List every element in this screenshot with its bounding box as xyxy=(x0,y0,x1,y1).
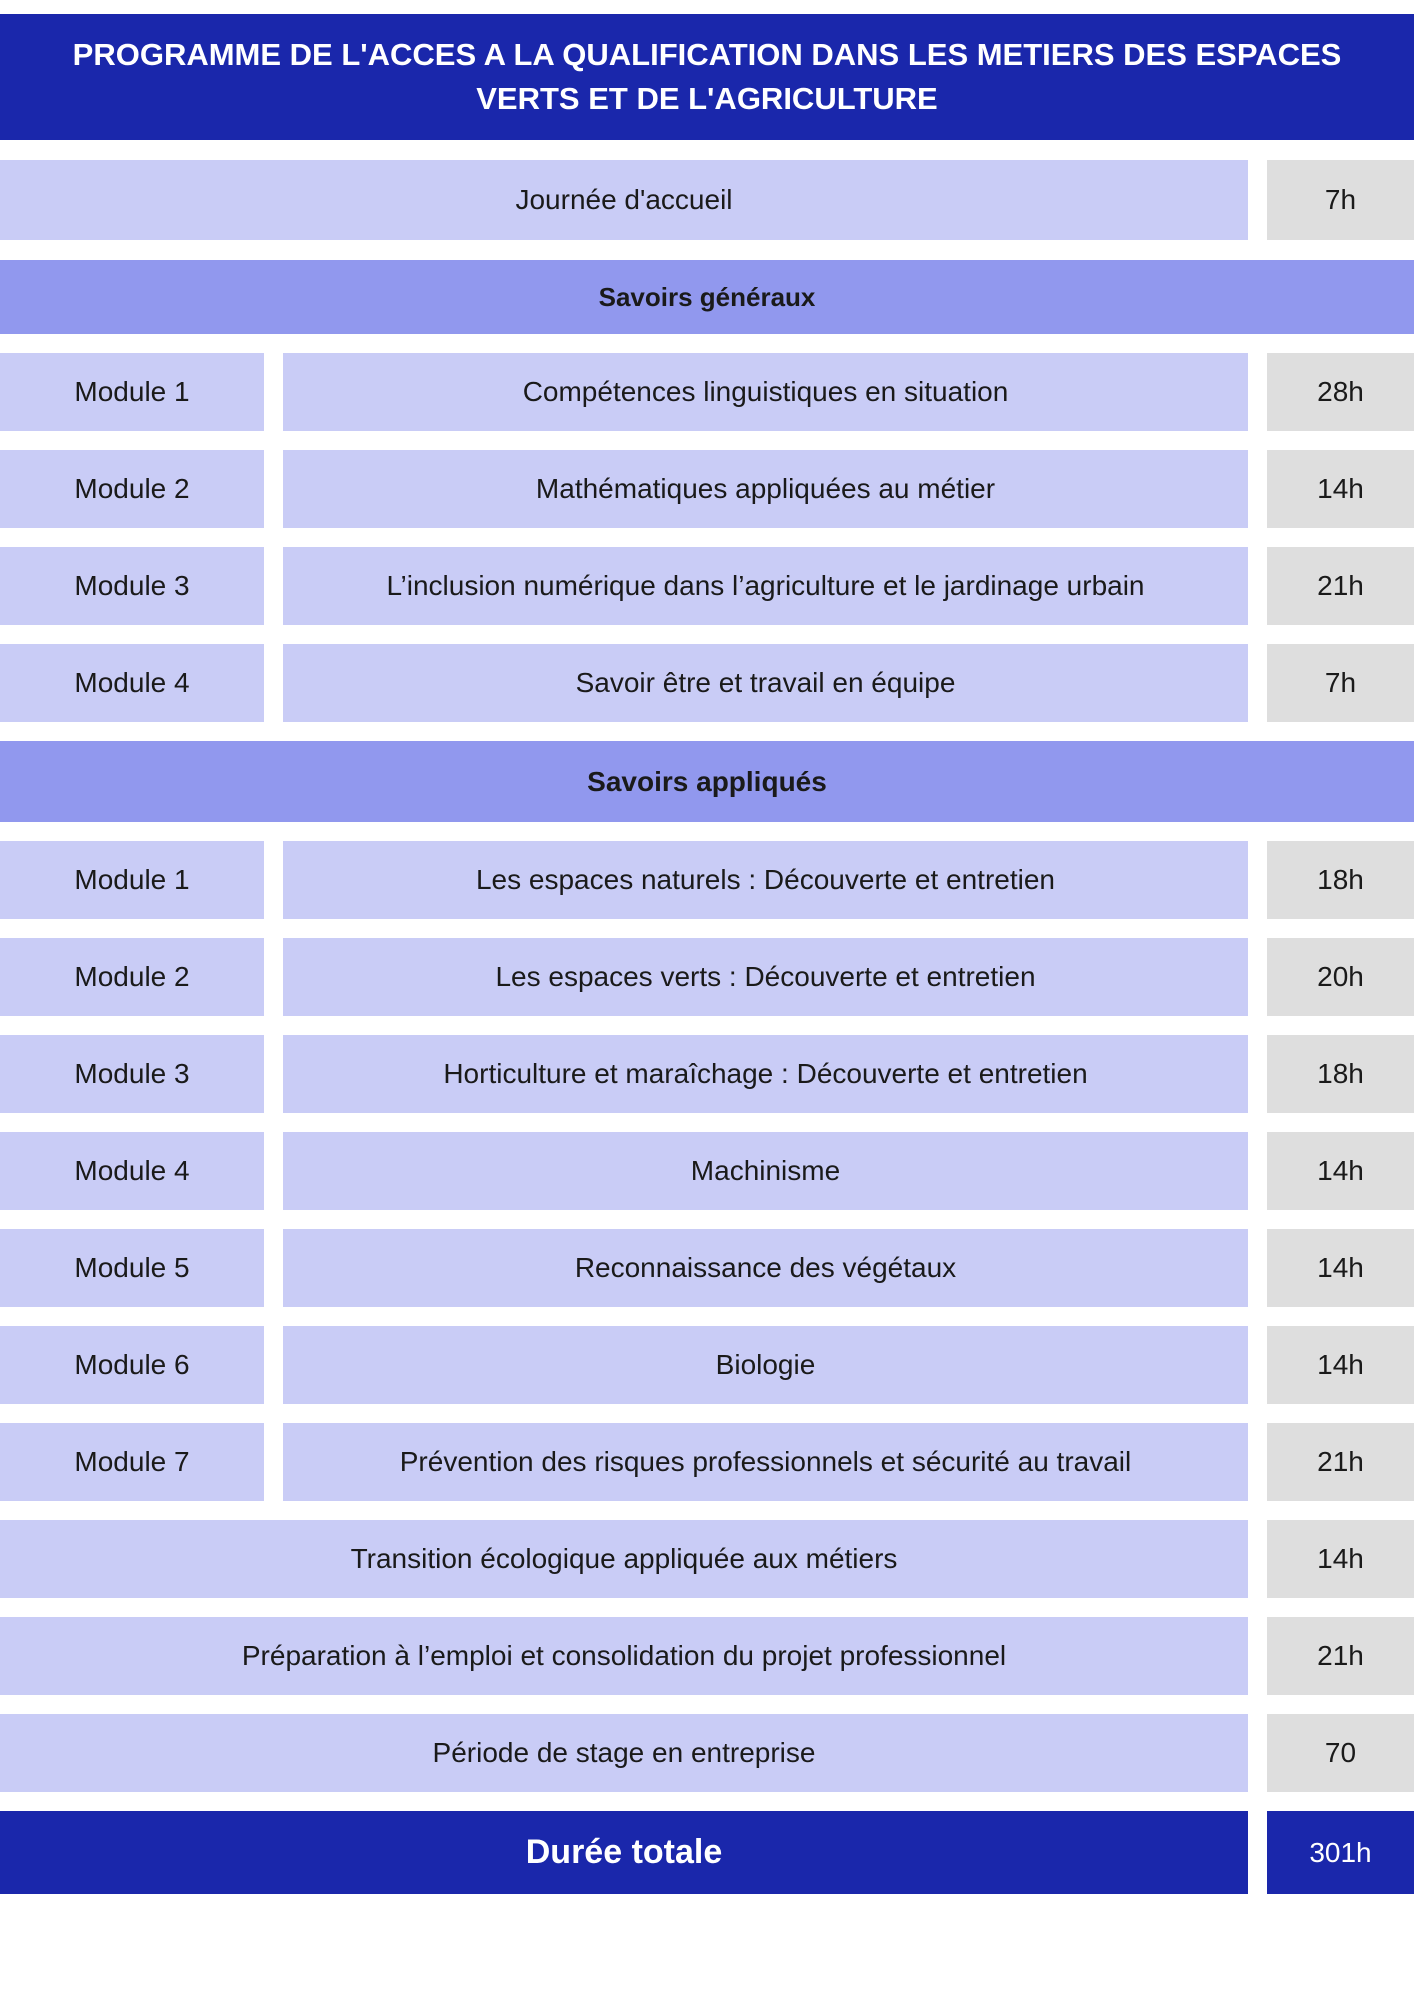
section-heading-savoirs-generaux: Savoirs généraux xyxy=(0,260,1414,334)
module-number: Module 1 xyxy=(0,353,264,431)
module-hours: 14h xyxy=(1267,1229,1414,1307)
module-number: Module 1 xyxy=(0,841,264,919)
module-hours: 7h xyxy=(1267,644,1414,722)
module-hours: 18h xyxy=(1267,841,1414,919)
module-hours: 18h xyxy=(1267,1035,1414,1113)
module-number: Module 2 xyxy=(0,450,264,528)
extra-label: Préparation à l’emploi et consolidation du projet professionnel xyxy=(0,1617,1248,1695)
module-number: Module 7 xyxy=(0,1423,264,1501)
accueil-hours: 7h xyxy=(1267,160,1414,240)
module-label: L’inclusion numérique dans l’agriculture et le jardinage urbain xyxy=(283,547,1248,625)
module-number: Module 2 xyxy=(0,938,264,1016)
module-label: Savoir être et travail en équipe xyxy=(283,644,1248,722)
module-hours: 20h xyxy=(1267,938,1414,1016)
module-number: Module 4 xyxy=(0,644,264,722)
section-heading-savoirs-appliques: Savoirs appliqués xyxy=(0,741,1414,822)
module-number: Module 6 xyxy=(0,1326,264,1404)
extra-label: Transition écologique appliquée aux métiers xyxy=(0,1520,1248,1598)
module-number: Module 3 xyxy=(0,547,264,625)
module-label: Machinisme xyxy=(283,1132,1248,1210)
module-label: Mathématiques appliquées au métier xyxy=(283,450,1248,528)
page-title: PROGRAMME DE L'ACCES A LA QUALIFICATION DANS LES METIERS DES ESPACES VERTS ET DE L'AGRICULTURE xyxy=(0,14,1414,140)
extra-hours: 14h xyxy=(1267,1520,1414,1598)
module-number: Module 5 xyxy=(0,1229,264,1307)
extra-hours: 70 xyxy=(1267,1714,1414,1792)
total-label: Durée totale xyxy=(0,1811,1248,1894)
module-label: Les espaces naturels : Découverte et entretien xyxy=(283,841,1248,919)
module-hours: 28h xyxy=(1267,353,1414,431)
module-hours: 14h xyxy=(1267,1132,1414,1210)
module-number: Module 3 xyxy=(0,1035,264,1113)
module-label: Reconnaissance des végétaux xyxy=(283,1229,1248,1307)
extra-label: Période de stage en entreprise xyxy=(0,1714,1248,1792)
module-label: Horticulture et maraîchage : Découverte et entretien xyxy=(283,1035,1248,1113)
extra-hours: 21h xyxy=(1267,1617,1414,1695)
module-label: Compétences linguistiques en situation xyxy=(283,353,1248,431)
module-number: Module 4 xyxy=(0,1132,264,1210)
module-hours: 21h xyxy=(1267,1423,1414,1501)
module-label: Les espaces verts : Découverte et entretien xyxy=(283,938,1248,1016)
module-hours: 14h xyxy=(1267,450,1414,528)
module-label: Prévention des risques professionnels et sécurité au travail xyxy=(283,1423,1248,1501)
accueil-label: Journée d'accueil xyxy=(0,160,1248,240)
module-hours: 14h xyxy=(1267,1326,1414,1404)
module-label: Biologie xyxy=(283,1326,1248,1404)
total-hours: 301h xyxy=(1267,1811,1414,1894)
module-hours: 21h xyxy=(1267,547,1414,625)
